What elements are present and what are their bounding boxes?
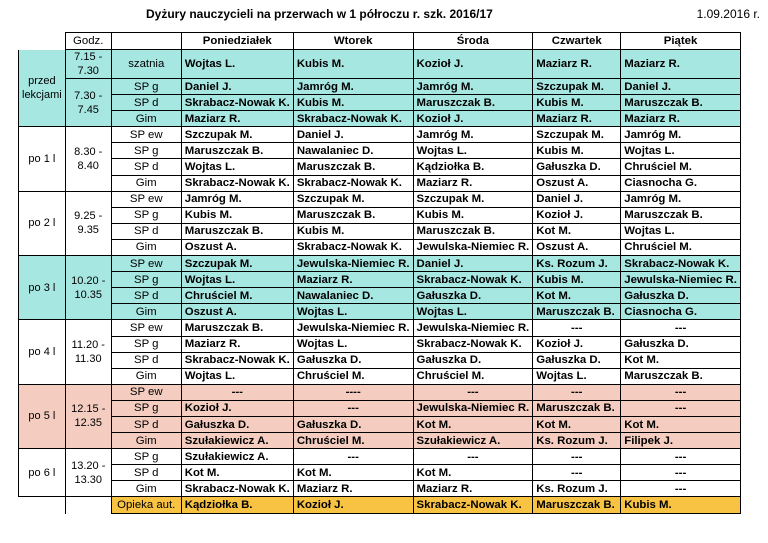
teacher-cell: --- <box>621 481 741 497</box>
teacher-cell: Kubis M. <box>293 95 413 111</box>
teacher-cell: Skrabacz-Nowak K. <box>181 95 293 111</box>
table-row <box>19 207 741 223</box>
teacher-cell: ---- <box>293 384 413 400</box>
teacher-cell: Chruściel M. <box>293 368 413 384</box>
teacher-cell: Skrabacz-Nowak K. <box>293 239 413 255</box>
table-row <box>19 111 741 127</box>
teacher-cell: Maruszczak B. <box>181 143 293 159</box>
teacher-cell: Gałuszka D. <box>413 352 533 368</box>
teacher-cell: Skrabacz-Nowak K. <box>621 256 741 272</box>
teacher-cell: Jewulska-Niemiec R. <box>293 320 413 336</box>
teacher-cell: Ks. Rozum J. <box>533 256 621 272</box>
duty-type-cell: SP g <box>111 336 181 352</box>
teacher-cell: Kądziołka B. <box>413 159 533 175</box>
teacher-cell: Maruszczak B. <box>181 320 293 336</box>
duty-type-cell: SP d <box>111 223 181 239</box>
table-row <box>19 481 741 497</box>
teacher-cell: Skrabacz-Nowak K. <box>181 175 293 191</box>
duty-type-cell: SP g <box>111 400 181 416</box>
table-row <box>19 223 741 239</box>
teacher-cell: Kot M. <box>621 416 741 432</box>
teacher-cell: Szczupak M. <box>413 191 533 207</box>
teacher-cell: Maziarz R. <box>533 111 621 127</box>
teacher-cell: Oszust A. <box>533 175 621 191</box>
teacher-cell: Maziarz R. <box>413 175 533 191</box>
teacher-cell: Kubis M. <box>413 207 533 223</box>
teacher-cell: Wojtas L. <box>181 50 293 79</box>
teacher-cell: --- <box>413 449 533 465</box>
period-cell: po 3 l <box>19 256 66 320</box>
teacher-cell: Jewulska-Niemiec R. <box>413 239 533 255</box>
table-row <box>19 191 741 207</box>
table-row <box>19 320 741 336</box>
header-corner <box>19 33 66 50</box>
teacher-cell: Jamróg M. <box>621 127 741 143</box>
duty-type-cell: SP g <box>111 272 181 288</box>
teacher-cell: Kozioł J. <box>533 207 621 223</box>
header-type <box>111 33 181 50</box>
teacher-cell: Kubis M. <box>533 143 621 159</box>
teacher-cell: Jewulska-Niemiec R. <box>621 272 741 288</box>
table-row <box>19 256 741 272</box>
table-row <box>19 400 741 416</box>
opieka-spacer <box>65 497 111 513</box>
duty-type-cell: SP g <box>111 143 181 159</box>
teacher-cell: Maruszczak B. <box>621 368 741 384</box>
teacher-cell: Filipek J. <box>621 433 741 449</box>
duty-type-cell: SP ew <box>111 384 181 400</box>
table-row <box>19 288 741 304</box>
teacher-cell: Skrabacz-Nowak K. <box>293 175 413 191</box>
teacher-cell: Maruszczak B. <box>533 304 621 320</box>
teacher-cell: Kubis M. <box>621 497 741 513</box>
teacher-cell: Kot M. <box>181 465 293 481</box>
duty-type-cell: Gim <box>111 239 181 255</box>
teacher-cell: Daniel J. <box>293 127 413 143</box>
teacher-cell: Jamróg M. <box>621 191 741 207</box>
teacher-cell: --- <box>533 320 621 336</box>
teacher-cell: Ciasnocha G. <box>621 175 741 191</box>
teacher-cell: Wojtas L. <box>413 143 533 159</box>
teacher-cell: Maziarz R. <box>621 111 741 127</box>
teacher-cell: Wojtas L. <box>293 336 413 352</box>
time-cell: 11.20 - 11.30 <box>65 320 111 384</box>
teacher-cell: Kot M. <box>533 416 621 432</box>
teacher-cell: Daniel J. <box>181 79 293 95</box>
teacher-cell: Skrabacz-Nowak K. <box>413 336 533 352</box>
teacher-cell: Kubis M. <box>533 272 621 288</box>
period-cell: po 6 l <box>19 449 66 497</box>
teacher-cell: Szczupak M. <box>533 79 621 95</box>
header-row <box>19 33 741 50</box>
teacher-cell: --- <box>533 465 621 481</box>
header-godz: Godz. <box>65 33 111 50</box>
teacher-cell: Kozioł J. <box>413 50 533 79</box>
duty-type-cell: SP d <box>111 95 181 111</box>
time-cell: 8.30 - 8.40 <box>65 127 111 191</box>
teacher-cell: Wojtas L. <box>413 304 533 320</box>
teacher-cell: Chruściel M. <box>621 159 741 175</box>
teacher-cell: Szczupak M. <box>533 127 621 143</box>
teacher-cell: --- <box>533 384 621 400</box>
teacher-cell: Wojtas L. <box>533 368 621 384</box>
teacher-cell: Maziarz R. <box>181 111 293 127</box>
teacher-cell: Maruszczak B. <box>621 207 741 223</box>
time-cell: 12.15 - 12.35 <box>65 384 111 448</box>
page-title: Dyżury nauczycieli na przerwach w 1 półroczu r. szk. 2016/17 <box>146 7 493 21</box>
opieka-spacer <box>19 497 66 513</box>
teacher-cell: Kot M. <box>621 352 741 368</box>
teacher-cell: Maziarz R. <box>533 50 621 79</box>
teacher-cell: Jamróg M. <box>293 79 413 95</box>
duty-type-cell: SP ew <box>111 256 181 272</box>
table-row <box>19 433 741 449</box>
teacher-cell: Ks. Rozum J. <box>533 433 621 449</box>
teacher-cell: Jewulska-Niemiec R. <box>293 256 413 272</box>
teacher-cell: Maziarz R. <box>293 272 413 288</box>
teacher-cell: --- <box>621 449 741 465</box>
table-row <box>19 175 741 191</box>
document-date: 1.09.2016 r. <box>696 7 760 21</box>
duty-type-cell: SP d <box>111 465 181 481</box>
teacher-cell: Kot M. <box>413 416 533 432</box>
header-day-tuesday: Wtorek <box>293 33 413 50</box>
teacher-cell: Maruszczak B. <box>533 497 621 513</box>
teacher-cell: Wojtas L. <box>181 159 293 175</box>
teacher-cell: --- <box>621 400 741 416</box>
teacher-cell: Maruszczak B. <box>413 223 533 239</box>
header-day-thursday: Czwartek <box>533 33 621 50</box>
opieka-row <box>19 497 741 513</box>
teacher-cell: Kot M. <box>533 288 621 304</box>
teacher-cell: Chruściel M. <box>413 368 533 384</box>
teacher-cell: --- <box>621 384 741 400</box>
duty-type-cell: Gim <box>111 304 181 320</box>
teacher-cell: Chruściel M. <box>181 288 293 304</box>
teacher-cell: Nawalaniec D. <box>293 143 413 159</box>
teacher-cell: Maziarz R. <box>413 481 533 497</box>
teacher-cell: Kądziołka B. <box>181 497 293 513</box>
teacher-cell: Jewulska-Niemiec R. <box>413 400 533 416</box>
teacher-cell: --- <box>293 400 413 416</box>
teacher-cell: Jewulska-Niemiec R. <box>413 320 533 336</box>
teacher-cell: Szczupak M. <box>293 191 413 207</box>
table-row <box>19 449 741 465</box>
teacher-cell: Wojtas L. <box>181 368 293 384</box>
teacher-cell: Maziarz R. <box>181 336 293 352</box>
teacher-cell: Skrabacz-Nowak K. <box>181 352 293 368</box>
period-cell: przed lekcjami <box>19 50 66 127</box>
teacher-cell: Szułakiewicz A. <box>181 433 293 449</box>
duty-type-cell: SP d <box>111 352 181 368</box>
teacher-cell: Gałuszka D. <box>181 416 293 432</box>
teacher-cell: Maruszczak B. <box>413 95 533 111</box>
teacher-cell: Jamróg M. <box>413 127 533 143</box>
table-row <box>19 95 741 111</box>
teacher-cell: Skrabacz-Nowak K. <box>413 272 533 288</box>
teacher-cell: Maruszczak B. <box>293 159 413 175</box>
duty-type-cell: Gim <box>111 481 181 497</box>
teacher-cell: Kot M. <box>293 465 413 481</box>
header-day-wednesday: Środa <box>413 33 533 50</box>
teacher-cell: Maziarz R. <box>293 481 413 497</box>
table-row <box>19 304 741 320</box>
teacher-cell: Oszust A. <box>181 304 293 320</box>
teacher-cell: Kot M. <box>413 465 533 481</box>
teacher-cell: Maruszczak B. <box>621 95 741 111</box>
duty-type-cell: Gim <box>111 175 181 191</box>
teacher-cell: Gałuszka D. <box>293 416 413 432</box>
teacher-cell: Ks. Rozum J. <box>533 481 621 497</box>
duty-type-cell: Gim <box>111 111 181 127</box>
teacher-cell: Jamróg M. <box>413 79 533 95</box>
opieka-label: Opieka aut. <box>111 497 181 513</box>
teacher-cell: Daniel J. <box>413 256 533 272</box>
table-row <box>19 336 741 352</box>
teacher-cell: Maruszczak B. <box>181 223 293 239</box>
teacher-cell: Gałuszka D. <box>621 336 741 352</box>
teacher-cell: Nawalaniec D. <box>293 288 413 304</box>
teacher-cell: Daniel J. <box>533 191 621 207</box>
teacher-cell: --- <box>621 465 741 481</box>
teacher-cell: Skrabacz-Nowak K. <box>181 481 293 497</box>
teacher-cell: Kubis M. <box>293 50 413 79</box>
duty-type-cell: SP g <box>111 449 181 465</box>
duty-type-cell: Gim <box>111 368 181 384</box>
teacher-cell: Kozioł J. <box>181 400 293 416</box>
teacher-cell: Gałuszka D. <box>413 288 533 304</box>
time-cell: 7.30 - 7.45 <box>65 79 111 127</box>
duty-type-cell: SP ew <box>111 191 181 207</box>
table-row <box>19 143 741 159</box>
table-row <box>19 465 741 481</box>
table-row <box>19 127 741 143</box>
table-row <box>19 159 741 175</box>
time-cell: 9.25 - 9.35 <box>65 191 111 255</box>
teacher-cell: Chruściel M. <box>293 433 413 449</box>
table-row <box>19 79 741 95</box>
teacher-cell: Gałuszka D. <box>621 288 741 304</box>
teacher-cell: Wojtas L. <box>621 143 741 159</box>
teacher-cell: Ciasnocha G. <box>621 304 741 320</box>
teacher-cell: Gałuszka D. <box>533 352 621 368</box>
time-cell: 10.20 - 10.35 <box>65 256 111 320</box>
teacher-cell: Kubis M. <box>181 207 293 223</box>
period-cell: po 2 l <box>19 191 66 255</box>
teacher-cell: --- <box>413 384 533 400</box>
teacher-cell: Skrabacz-Nowak K. <box>293 111 413 127</box>
teacher-cell: Oszust A. <box>181 239 293 255</box>
period-cell: po 5 l <box>19 384 66 448</box>
table-row <box>19 384 741 400</box>
teacher-cell: Kot M. <box>533 223 621 239</box>
teacher-cell: Jamróg M. <box>181 191 293 207</box>
duty-type-cell: SP ew <box>111 127 181 143</box>
teacher-cell: Szczupak M. <box>181 256 293 272</box>
teacher-cell: Gałuszka D. <box>293 352 413 368</box>
table-row <box>19 416 741 432</box>
teacher-cell: Maruszczak B. <box>533 400 621 416</box>
teacher-cell: --- <box>181 384 293 400</box>
duty-type-cell: szatnia <box>111 50 181 79</box>
teacher-cell: Szczupak M. <box>181 127 293 143</box>
teacher-cell: Wojtas L. <box>181 272 293 288</box>
table-row <box>19 239 741 255</box>
teacher-cell: Oszust A. <box>533 239 621 255</box>
teacher-cell: Wojtas L. <box>621 223 741 239</box>
duty-type-cell: SP g <box>111 79 181 95</box>
teacher-cell: --- <box>621 320 741 336</box>
duty-table <box>18 32 741 514</box>
teacher-cell: Kozioł J. <box>533 336 621 352</box>
time-cell: 13.20 - 13.30 <box>65 449 111 497</box>
teacher-cell: Kozioł J. <box>413 111 533 127</box>
teacher-cell: Chruściel M. <box>621 239 741 255</box>
duty-type-cell: SP ew <box>111 320 181 336</box>
teacher-cell: Szułakiewicz A. <box>413 433 533 449</box>
table-row <box>19 368 741 384</box>
time-cell: 7.15 - 7.30 <box>65 50 111 79</box>
teacher-cell: Gałuszka D. <box>533 159 621 175</box>
duty-type-cell: Gim <box>111 433 181 449</box>
table-row <box>19 272 741 288</box>
teacher-cell: Kubis M. <box>293 223 413 239</box>
period-cell: po 4 l <box>19 320 66 384</box>
teacher-cell: Kozioł J. <box>293 497 413 513</box>
duty-type-cell: SP d <box>111 416 181 432</box>
teacher-cell: --- <box>533 449 621 465</box>
duty-type-cell: SP d <box>111 288 181 304</box>
period-cell: po 1 l <box>19 127 66 191</box>
teacher-cell: Maziarz R. <box>621 50 741 79</box>
table-row <box>19 50 741 79</box>
teacher-cell: Kubis M. <box>533 95 621 111</box>
header-day-friday: Piątek <box>621 33 741 50</box>
duty-type-cell: SP g <box>111 207 181 223</box>
teacher-cell: Maruszczak B. <box>293 207 413 223</box>
duty-type-cell: SP d <box>111 159 181 175</box>
table-row <box>19 352 741 368</box>
teacher-cell: Szułakiewicz A. <box>181 449 293 465</box>
teacher-cell: Wojtas L. <box>293 304 413 320</box>
teacher-cell: Skrabacz-Nowak K. <box>413 497 533 513</box>
teacher-cell: --- <box>293 449 413 465</box>
header-day-monday: Poniedziałek <box>181 33 293 50</box>
teacher-cell: Daniel J. <box>621 79 741 95</box>
